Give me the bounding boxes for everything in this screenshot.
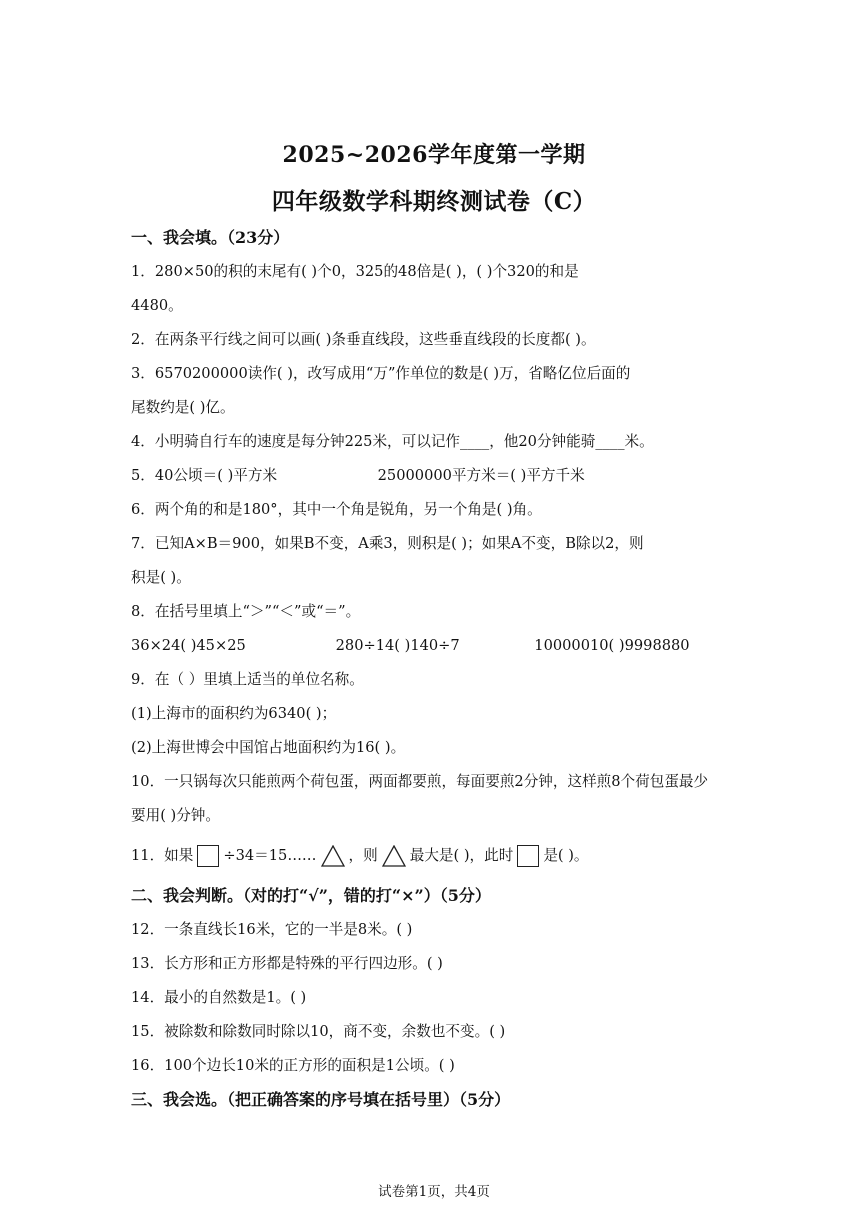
question-3-line2: 尾数约是( )亿。 — [131, 399, 235, 416]
question-10-line1: 10．一只锅每次只能煎两个荷包蛋，两面都要煎，每面要煎2分钟，这样煎8个荷包蛋最少 — [131, 773, 709, 790]
question-1-line2: 4480。 — [131, 297, 183, 314]
compare-item-1: 36×24( )45×25 — [131, 637, 246, 654]
question-5-part-b: 25000000平方米＝( )平方千米 — [377, 467, 585, 484]
judge-item-13: 13．长方形和正方形都是特殊的平行四边形。( ) — [131, 955, 443, 972]
question-9: 9．在（ ）里填上适当的单位名称。 — [131, 671, 364, 688]
question-5 — [131, 466, 741, 486]
q11-text-5: 是( )。 — [543, 847, 589, 864]
judge-item-12: 12．一条直线长16米，它的一半是8米。( ) — [131, 921, 413, 938]
section-1-heading: 一、我会填。（23分） — [131, 228, 290, 247]
judge-item-15: 15．被除数和除数同时除以10，商不变，余数也不变。( ) — [131, 1023, 506, 1040]
page-number: 试卷第1页，共4页 — [378, 1184, 490, 1200]
judge-item-14: 14．最小的自然数是1。( ) — [131, 989, 307, 1006]
triangle-icon — [321, 845, 345, 867]
question-8-items — [131, 636, 741, 656]
q11-text-4: 最大是( )，此时 — [409, 847, 514, 864]
question-5-part-a: 5．40公顷＝( )平方米 — [131, 467, 278, 484]
question-3-line1: 3．6570200000读作( )，改写成用“万”作单位的数是( )万，省略亿位后面的 — [131, 365, 631, 382]
section-2-heading: 二、我会判断。（对的打“√”，错的打“×”）（5分） — [131, 886, 491, 905]
question-1-line1: 1．280×50的积的末尾有( )个0，325的48倍是( )，( )个320的和是 — [131, 263, 579, 280]
q11-text-1: 11．如果 — [131, 847, 194, 864]
square-box-icon — [517, 845, 539, 867]
section-3-heading: 三、我会选。（把正确答案的序号填在括号里）（5分） — [131, 1090, 511, 1109]
title-year: 2025~2026学年度第一学期 — [282, 142, 586, 168]
question-9-part-1: (1)上海市的面积约为6340( )； — [131, 705, 337, 722]
question-9-part-2: (2)上海世博会中国馆占地面积约为16( )。 — [131, 739, 406, 756]
q11-text-2: ÷34＝15…… — [223, 847, 317, 864]
square-box-icon — [197, 845, 219, 867]
question-2: 2．在两条平行线之间可以画( )条垂直线段，这些垂直线段的长度都( )。 — [131, 331, 596, 348]
question-4: 4．小明骑自行车的速度是每分钟225米，可以记作____，他20分钟能骑____米。 — [131, 433, 654, 450]
question-7-line2: 积是( )。 — [131, 569, 191, 586]
judge-item-16: 16．100个边长10米的正方形的面积是1公顷。( ) — [131, 1057, 455, 1074]
question-8: 8．在括号里填上“＞”“＜”或“＝”。 — [131, 603, 361, 620]
question-10-line2: 要用( )分钟。 — [131, 807, 220, 824]
question-7-line1: 7．已知A×B＝900，如果B不变，A乘3，则积是( )；如果A不变，B除以2，则 — [131, 535, 644, 552]
q11-text-3: ，则 — [348, 847, 378, 864]
question-11 — [131, 844, 741, 868]
compare-item-2: 280÷14( )140÷7 — [335, 637, 460, 654]
question-6: 6．两个角的和是180°，其中一个角是锐角，另一个角是( )角。 — [131, 501, 542, 518]
triangle-icon — [382, 845, 406, 867]
compare-item-3: 10000010( )9998880 — [534, 637, 690, 654]
title-exam: 四年级数学科期终测试卷（C） — [271, 188, 597, 215]
